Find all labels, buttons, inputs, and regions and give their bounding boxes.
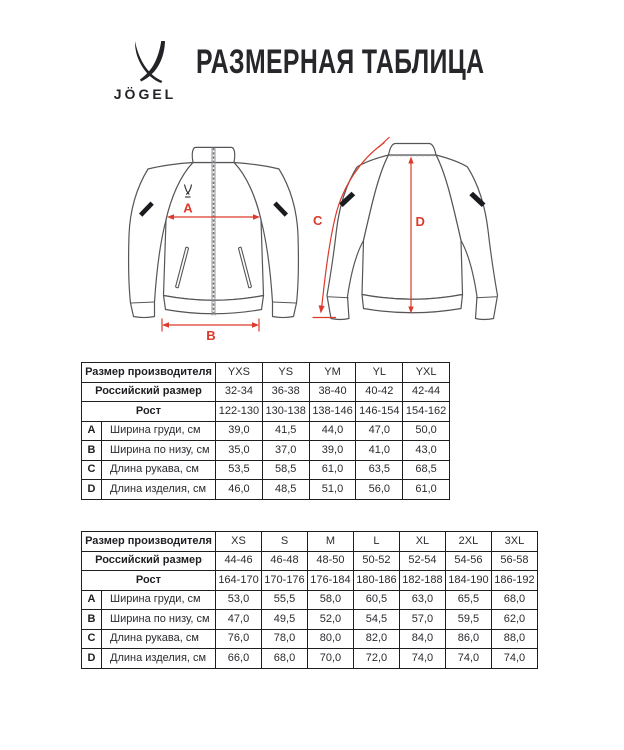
jacket-back-drawing <box>327 144 498 320</box>
measure-value: 74,0 <box>399 649 445 669</box>
measure-value: 59,5 <box>445 610 491 630</box>
size-value: 146-154 <box>356 402 403 422</box>
size-value: 48-50 <box>307 551 353 571</box>
measure-value: 35,0 <box>216 441 263 461</box>
table-measure-row <box>82 649 538 669</box>
measure-label-b: B <box>206 328 216 343</box>
measure-value: 80,0 <box>307 629 353 649</box>
measure-value: 86,0 <box>445 629 491 649</box>
size-value: 176-184 <box>307 571 353 591</box>
size-value: YXS <box>216 363 263 383</box>
size-value: 154-162 <box>403 402 450 422</box>
size-value: 182-188 <box>399 571 445 591</box>
table-header-row <box>82 402 450 422</box>
table-measure-row <box>82 629 538 649</box>
measure-value: 37,0 <box>262 441 309 461</box>
measure-value: 66,0 <box>216 649 262 669</box>
measure-letter: B <box>82 610 102 630</box>
measure-value: 39,0 <box>216 421 263 441</box>
page-title: РАЗМЕРНАЯ ТАБЛИЦА <box>196 43 485 81</box>
measure-value: 74,0 <box>491 649 537 669</box>
size-table-youth <box>81 362 450 500</box>
table-header-row <box>82 382 450 402</box>
brand-logo-icon <box>133 41 167 83</box>
size-value: 42-44 <box>403 382 450 402</box>
row-label: Рост <box>82 571 216 591</box>
table-header-row <box>82 363 450 383</box>
size-value: 3XL <box>491 532 537 552</box>
measure-value: 84,0 <box>399 629 445 649</box>
measure-value: 53,5 <box>216 460 263 480</box>
measure-label: Ширина по низу, см <box>102 441 216 461</box>
measure-value: 60,5 <box>353 590 399 610</box>
table-measure-row <box>82 441 450 461</box>
row-label: Размер производителя <box>82 363 216 383</box>
measure-value: 57,0 <box>399 610 445 630</box>
measure-value: 65,5 <box>445 590 491 610</box>
table-measure-row <box>82 460 450 480</box>
size-value: 180-186 <box>353 571 399 591</box>
size-value: 44-46 <box>216 551 262 571</box>
measure-value: 39,0 <box>309 441 356 461</box>
row-label: Рост <box>82 402 216 422</box>
size-value: 36-38 <box>262 382 309 402</box>
measure-value: 63,0 <box>399 590 445 610</box>
jacket-back-diagram <box>305 133 517 345</box>
measure-label-d: D <box>415 214 425 229</box>
size-value: XL <box>399 532 445 552</box>
measure-label-a: A <box>183 200 193 216</box>
measure-label: Длина изделия, см <box>102 649 216 669</box>
measure-letter: A <box>82 421 102 441</box>
size-value: S <box>262 532 308 552</box>
measure-label: Ширина по низу, см <box>102 610 216 630</box>
measure-value: 72,0 <box>353 649 399 669</box>
measure-value: 55,5 <box>262 590 308 610</box>
size-value: 50-52 <box>353 551 399 571</box>
measure-label: Длина изделия, см <box>102 480 216 500</box>
measure-label: Ширина груди, см <box>102 590 216 610</box>
size-value: 32-34 <box>216 382 263 402</box>
size-value: 164-170 <box>216 571 262 591</box>
size-value: 54-56 <box>445 551 491 571</box>
measure-value: 68,5 <box>403 460 450 480</box>
jacket-front-drawing <box>129 147 299 317</box>
size-value: 46-48 <box>262 551 308 571</box>
size-value: YL <box>356 363 403 383</box>
row-label: Российский размер <box>82 551 216 571</box>
size-value: 2XL <box>445 532 491 552</box>
back-collar <box>389 144 437 156</box>
measure-value: 53,0 <box>216 590 262 610</box>
measure-value: 58,0 <box>307 590 353 610</box>
size-value: 170-176 <box>262 571 308 591</box>
size-value: XS <box>216 532 262 552</box>
measure-value: 46,0 <box>216 480 263 500</box>
measure-value: 44,0 <box>309 421 356 441</box>
table-header-row <box>82 571 538 591</box>
table-measure-row <box>82 480 450 500</box>
measure-value: 88,0 <box>491 629 537 649</box>
size-value: 184-190 <box>445 571 491 591</box>
measure-value: 76,0 <box>216 629 262 649</box>
table-measure-row <box>82 421 450 441</box>
measure-letter: D <box>82 480 102 500</box>
measure-letter: D <box>82 649 102 669</box>
table-measure-row <box>82 610 538 630</box>
table-header-row <box>82 532 538 552</box>
measure-label: Длина рукава, см <box>102 629 216 649</box>
measure-letter: B <box>82 441 102 461</box>
jacket-front-diagram <box>100 135 310 350</box>
size-value: 56-58 <box>491 551 537 571</box>
measure-label: Ширина груди, см <box>102 421 216 441</box>
measure-value: 61,0 <box>309 460 356 480</box>
measure-value: 62,0 <box>491 610 537 630</box>
measure-label-c: C <box>313 213 323 228</box>
size-value: YXL <box>403 363 450 383</box>
size-value: 38-40 <box>309 382 356 402</box>
measure-letter: C <box>82 629 102 649</box>
measure-value: 54,5 <box>353 610 399 630</box>
measure-value: 47,0 <box>356 421 403 441</box>
measure-value: 74,0 <box>445 649 491 669</box>
measure-value: 52,0 <box>307 610 353 630</box>
measure-value: 48,5 <box>262 480 309 500</box>
size-value: M <box>307 532 353 552</box>
measure-value: 56,0 <box>356 480 403 500</box>
row-label: Российский размер <box>82 382 216 402</box>
measure-letter: A <box>82 590 102 610</box>
size-value: 138-146 <box>309 402 356 422</box>
measure-value: 41,5 <box>262 421 309 441</box>
row-label: Размер производителя <box>82 532 216 552</box>
size-value: YS <box>262 363 309 383</box>
size-value: 122-130 <box>216 402 263 422</box>
measure-letter: C <box>82 460 102 480</box>
measure-value: 43,0 <box>403 441 450 461</box>
measure-value: 58,5 <box>262 460 309 480</box>
table-header-row <box>82 551 538 571</box>
size-value: L <box>353 532 399 552</box>
measure-value: 82,0 <box>353 629 399 649</box>
size-value: YM <box>309 363 356 383</box>
measure-value: 78,0 <box>262 629 308 649</box>
measure-value: 70,0 <box>307 649 353 669</box>
brand-wordmark: JÖGEL <box>113 86 177 102</box>
size-table-adult <box>81 531 538 669</box>
measure-value: 63,5 <box>356 460 403 480</box>
measure-value: 68,0 <box>262 649 308 669</box>
size-value: 186-192 <box>491 571 537 591</box>
size-value: 130-138 <box>262 402 309 422</box>
measure-value: 49,5 <box>262 610 308 630</box>
measure-label: Длина рукава, см <box>102 460 216 480</box>
measure-value: 50,0 <box>403 421 450 441</box>
size-value: 40-42 <box>356 382 403 402</box>
measure-value: 68,0 <box>491 590 537 610</box>
table-measure-row <box>82 590 538 610</box>
measure-value: 47,0 <box>216 610 262 630</box>
measure-arrow-b <box>162 319 259 344</box>
measure-value: 41,0 <box>356 441 403 461</box>
size-value: 52-54 <box>399 551 445 571</box>
measure-value: 61,0 <box>403 480 450 500</box>
measure-value: 51,0 <box>309 480 356 500</box>
